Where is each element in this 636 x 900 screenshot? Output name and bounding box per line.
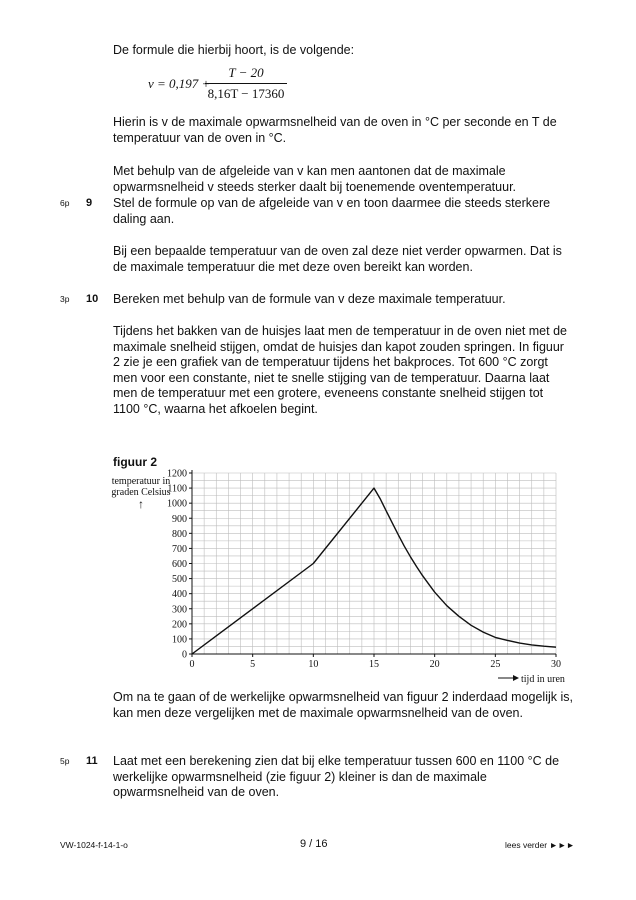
footer-code: VW-1024-f-14-1-o (60, 840, 128, 850)
x-tick-label: 10 (308, 659, 319, 670)
y-tick-label: 0 (182, 649, 187, 661)
formula-denominator: 8,16T − 17360 (207, 86, 285, 101)
y-tick-label: 700 (172, 543, 187, 555)
q9-text: Stel de formule op van de afgeleide van v en toon daarmee die steeds sterkere daling aan. (113, 196, 551, 226)
bepaalde-text: Bij een bepaalde temperatuur van de oven zal deze niet verder opwarmen. Dat is de maximale temperatuur die met deze oven bereikt kan worden. (113, 244, 562, 274)
y-tick-label: 1200 (167, 468, 187, 480)
y-tick-label: 200 (172, 619, 187, 631)
q9-number: 9 (86, 197, 93, 209)
temperature-chart (0, 460, 636, 690)
omnate-text: Om na te gaan of de werkelijke opwarmsnelheid van figuur 2 inderdaad mogelijk is, kan men deze vergelijken met de maximale opwarmsnelheid van de oven. (113, 690, 573, 720)
y-tick-label: 600 (172, 559, 187, 570)
x-tick-label: 0 (189, 659, 195, 670)
hierin-text: Hierin is v de maximale opwarmsnelheid van de oven in °C per seconde en T de temperatuur van de oven in °C. (113, 115, 557, 145)
y-tick-label: 900 (172, 513, 187, 525)
footer-next: lees verder ►►► (505, 840, 575, 850)
y-axis-label-text: temperatuur in graden Celsius (111, 476, 171, 498)
intro-text: De formule die hierbij hoort, is de volgende: (113, 43, 355, 57)
y-tick-label: 500 (172, 574, 187, 586)
x-axis-label: tijd in uren (521, 674, 565, 685)
x-tick-label: 25 (490, 659, 501, 670)
bakken-text: Tijdens het bakken van de huisjes laat men de temperatuur in de oven niet met de maximale snelheid stijgen, omdat de huisjes dan kapot zouden springen. In figuur 2 zie je een grafiek van de temperatuur tijdens het bakproces. Tot 600 °C zorgt men voor een constante, niet te snelle stijging van de temperatuur. Daarna laat men de temperatuur met een grotere, eveneens constante snelheid stijgen tot 1100 °C, waarna het afkoelen begint. (113, 324, 567, 416)
afgeleide-text: Met behulp van de afgeleide van v kan men aantonen dat de maximale opwarmsnelheid v steeds sterker daalt bij toenemende oventemperatuur. (113, 164, 517, 194)
y-tick-label: 300 (172, 604, 187, 616)
x-tick-label: 5 (250, 659, 256, 670)
x-tick-label: 30 (551, 659, 561, 670)
q11-text: Laat met een berekening zien dat bij elke temperatuur tussen 600 en 1100 °C de werkelijke opwarmsnelheid (zie figuur 2) kleiner is dan de maximale opwarmsnelheid van de oven. (113, 754, 560, 799)
q11-marks: 5p (60, 756, 70, 766)
q11-number: 11 (86, 755, 98, 767)
q10-text: Bereken met behulp van de formule van v deze maximale temperatuur. (113, 292, 506, 306)
y-tick-label: 1100 (167, 483, 187, 495)
right-arrow-icon (513, 675, 519, 681)
figure-title: figuur 2 (113, 455, 157, 469)
y-tick-label: 1000 (167, 498, 187, 510)
x-tick-label: 20 (429, 659, 440, 670)
q10-marks: 3p (60, 294, 70, 304)
y-tick-label: 800 (172, 528, 187, 540)
up-arrow-icon: ↑ (138, 497, 144, 511)
formula-numerator: T − 20 (205, 65, 287, 84)
q10-number: 10 (86, 293, 99, 305)
footer-page-number: 9 / 16 (300, 838, 328, 850)
formula-lhs: v = 0,197 + (148, 76, 211, 91)
y-tick-label: 100 (172, 634, 187, 646)
q9-marks: 6p (60, 198, 70, 208)
formula-fraction (205, 65, 287, 102)
x-tick-label: 15 (369, 659, 379, 670)
y-tick-label: 400 (172, 589, 187, 601)
